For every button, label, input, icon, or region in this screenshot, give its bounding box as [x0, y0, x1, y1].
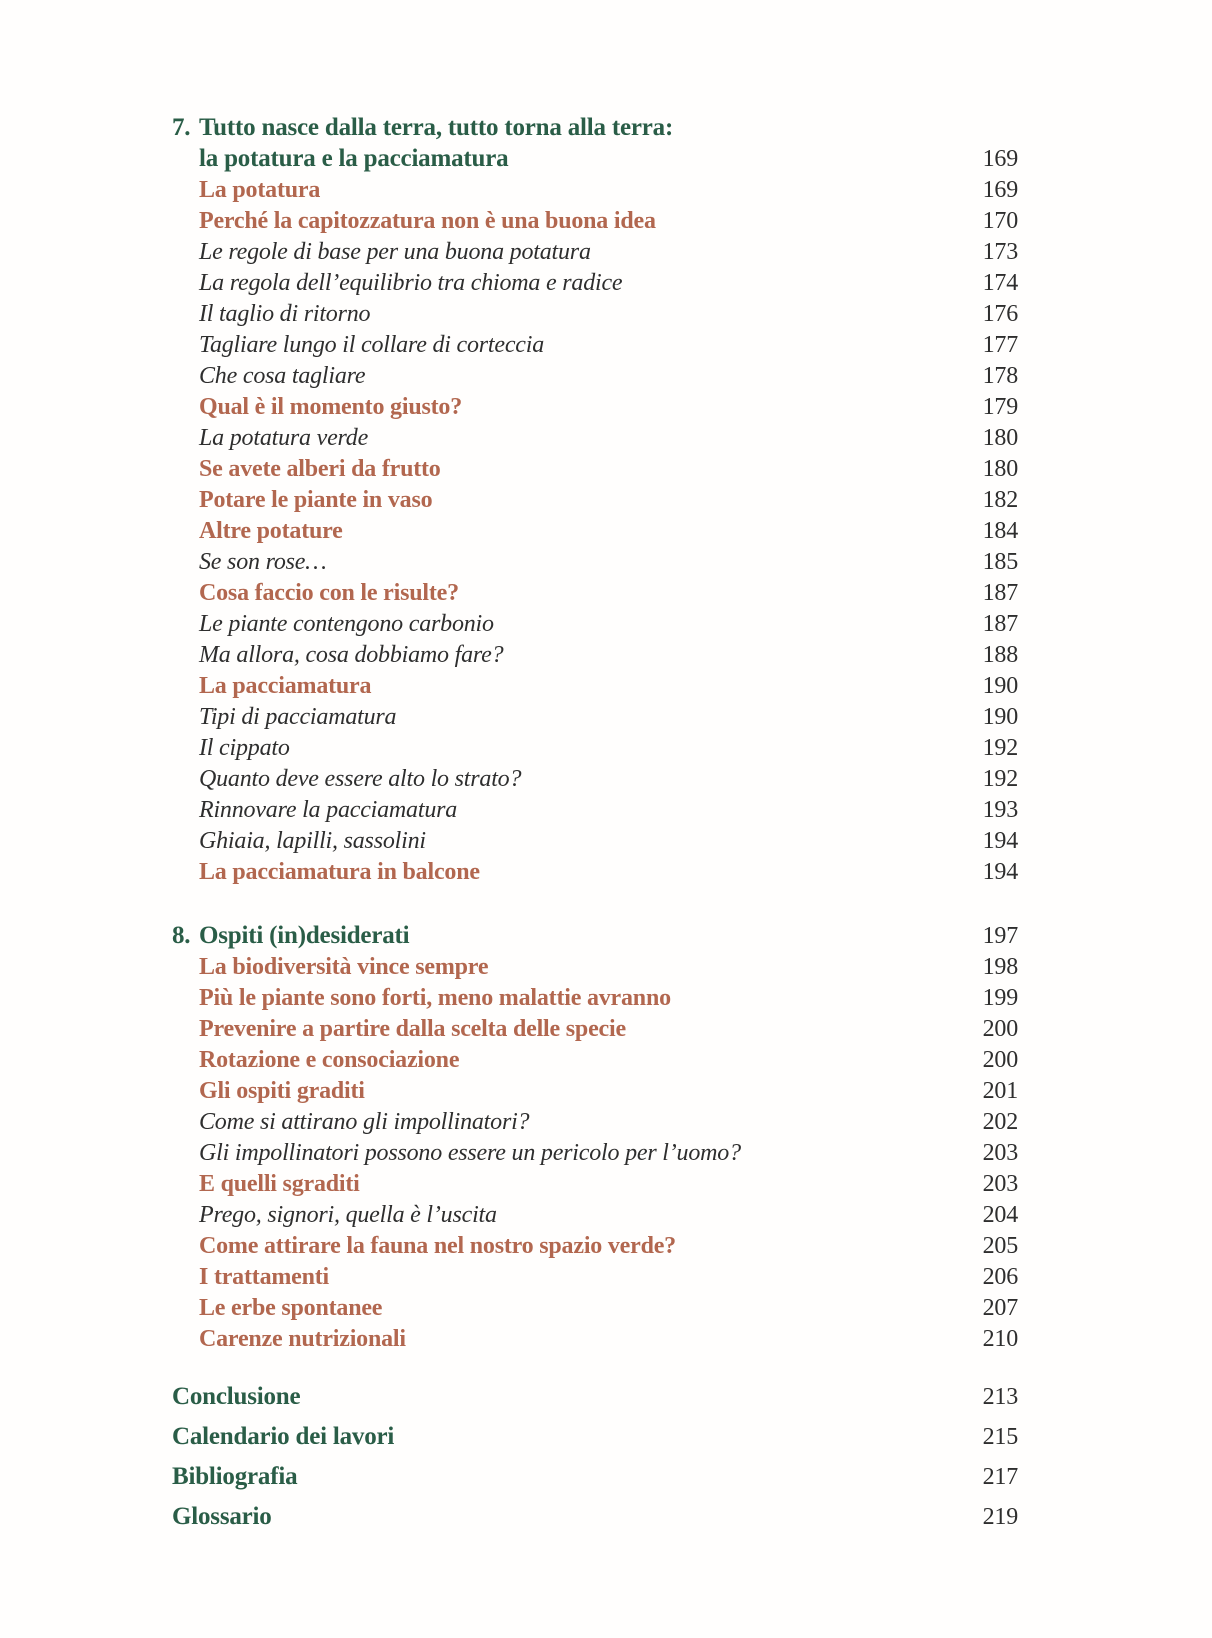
page-number: 217 — [982, 1464, 1018, 1490]
toc-entry — [172, 1076, 1018, 1107]
toc-entry-label-wrap — [172, 795, 971, 826]
toc-entry — [172, 1324, 1018, 1355]
toc-entry — [172, 547, 1018, 578]
toc-entry-label-wrap — [172, 206, 971, 237]
toc-entry — [172, 268, 1018, 299]
page-number: 173 — [982, 239, 1018, 265]
toc-entry-label: I trattamenti — [199, 1264, 330, 1290]
page-number: 219 — [982, 1504, 1018, 1530]
toc-entry-label: La regola dell’equilibrio tra chioma e radice — [199, 270, 623, 296]
page-number: 201 — [982, 1078, 1018, 1104]
toc-entry — [172, 702, 1018, 733]
toc-entry-label-wrap — [172, 547, 971, 578]
toc-entry-label: Il taglio di ritorno — [199, 301, 371, 327]
page-number: 198 — [982, 954, 1018, 980]
toc-chapter-title-line — [172, 143, 1018, 175]
toc-entry-label-wrap — [172, 733, 971, 764]
page-number: 179 — [982, 394, 1018, 420]
toc-entry-label-wrap — [172, 578, 971, 609]
toc-entry — [172, 1107, 1018, 1138]
toc-entry — [172, 1377, 1018, 1417]
toc-entry-label: Perché la capitozzatura non è una buona idea — [199, 208, 656, 234]
toc-entry — [172, 1293, 1018, 1324]
toc-entry-label: Quanto deve essere alto lo strato? — [199, 766, 522, 792]
toc-entry-label: Come si attirano gli impollinatori? — [199, 1109, 530, 1135]
toc-entry — [172, 609, 1018, 640]
page-number: 187 — [982, 580, 1018, 606]
toc-entry-label: Gli ospiti graditi — [199, 1078, 365, 1104]
toc-entry-label-wrap — [172, 983, 971, 1014]
page-number: 176 — [982, 301, 1018, 327]
page-number: 180 — [982, 456, 1018, 482]
toc-entry-label-wrap — [172, 454, 971, 485]
toc-entry-label: Prevenire a partire dalla scelta delle specie — [199, 1016, 626, 1042]
page-number: 213 — [982, 1384, 1018, 1410]
page-number: 170 — [982, 208, 1018, 234]
toc-entry-label-wrap — [172, 1457, 971, 1497]
toc-entry-label: Gli impollinatori possono essere un pericolo per l’uomo? — [199, 1140, 741, 1166]
toc-entry — [172, 299, 1018, 330]
page-number: 178 — [982, 363, 1018, 389]
toc-entry-label-wrap — [172, 330, 971, 361]
toc-entry-label: Più le piante sono forti, meno malattie avranno — [199, 985, 671, 1011]
toc-entry-label: Ghiaia, lapilli, sassolini — [199, 828, 426, 854]
page-number: 200 — [982, 1016, 1018, 1042]
toc-entry-label-wrap — [172, 237, 971, 268]
toc-entry — [172, 795, 1018, 826]
toc-entry-label: Rinnovare la pacciamatura — [199, 797, 458, 823]
page-number: 180 — [982, 425, 1018, 451]
toc-entry-label: Tagliare lungo il collare di corteccia — [199, 332, 545, 358]
toc-entry — [172, 237, 1018, 268]
toc-entry-label-wrap — [172, 175, 971, 206]
toc-entry — [172, 1200, 1018, 1231]
toc-entry-label-wrap — [172, 952, 971, 983]
chapter-title-text: la potatura e la pacciamatura — [199, 145, 509, 172]
page-number: 192 — [982, 735, 1018, 761]
toc-entry-label-wrap — [172, 392, 971, 423]
page-number: 190 — [982, 673, 1018, 699]
chapter-title-label — [172, 920, 971, 951]
page-number: 169 — [982, 177, 1018, 203]
toc-entry-label: Le regole di base per una buona potatura — [199, 239, 591, 265]
page-number: 207 — [982, 1295, 1018, 1321]
toc-entry — [172, 764, 1018, 795]
toc-entry-label-wrap — [172, 826, 971, 857]
toc-entry-label: La pacciamatura in balcone — [199, 859, 480, 885]
toc-entry-label: E quelli sgraditi — [199, 1171, 360, 1197]
toc-entry — [172, 983, 1018, 1014]
toc — [172, 112, 1018, 1537]
toc-entry-label-wrap — [172, 1138, 971, 1169]
toc-entry — [172, 1014, 1018, 1045]
toc-entry-label-wrap — [172, 1497, 971, 1537]
page-number: 206 — [982, 1264, 1018, 1290]
toc-entry-label-wrap — [172, 485, 971, 516]
toc-entry-label-wrap — [172, 640, 971, 671]
toc-entry-label-wrap — [172, 1324, 971, 1355]
toc-entry-label-wrap — [172, 361, 971, 392]
toc-chapter-title-line — [172, 112, 1018, 143]
toc-entry-label: Il cippato — [199, 735, 290, 761]
toc-entry — [172, 1457, 1018, 1497]
toc-entry — [172, 1497, 1018, 1537]
page-number: 203 — [982, 1171, 1018, 1197]
toc-entry-label-wrap — [172, 516, 971, 547]
toc-entry — [172, 1045, 1018, 1076]
toc-entry-label-wrap — [172, 857, 971, 888]
toc-entry-label: Che cosa tagliare — [199, 363, 366, 389]
toc-entry-label-wrap — [172, 423, 971, 454]
page-number: 174 — [982, 270, 1018, 296]
page-number: 192 — [982, 766, 1018, 792]
toc-entry — [172, 671, 1018, 702]
toc-entry-label: Potare le piante in vaso — [199, 487, 433, 513]
chapter-number: 7. — [172, 114, 191, 141]
chapter-title-label — [172, 112, 1018, 143]
toc-entry — [172, 1417, 1018, 1457]
toc-chapter-title-line — [172, 920, 1018, 952]
toc-section-chapter-8 — [172, 920, 1018, 1355]
toc-entry-label-wrap — [172, 1107, 971, 1138]
toc-entry-label: Le piante contengono carbonio — [199, 611, 494, 637]
toc-entry-label-wrap — [172, 702, 971, 733]
toc-entry-label: Ma allora, cosa dobbiamo fare? — [199, 642, 504, 668]
toc-entry-label: Conclusione — [172, 1383, 301, 1410]
toc-entry-label: Le erbe spontanee — [199, 1295, 383, 1321]
page-number: 177 — [982, 332, 1018, 358]
toc-entry-label: La biodiversità vince sempre — [199, 954, 489, 980]
toc-entry — [172, 826, 1018, 857]
toc-entry-label-wrap — [172, 299, 971, 330]
toc-entry-label-wrap — [172, 268, 971, 299]
page-number: 197 — [982, 923, 1018, 949]
page-number: 169 — [982, 146, 1018, 172]
page-number: 194 — [982, 859, 1018, 885]
toc-entry — [172, 485, 1018, 516]
toc-entry-label-wrap — [172, 609, 971, 640]
page-number: 210 — [982, 1326, 1018, 1352]
toc-entry-label-wrap — [172, 1076, 971, 1107]
toc-entry-label: Carenze nutrizionali — [199, 1326, 406, 1352]
page-number: 190 — [982, 704, 1018, 730]
page-number: 184 — [982, 518, 1018, 544]
toc-section-backmatter — [172, 1377, 1018, 1537]
toc-entry-label-wrap — [172, 1417, 971, 1457]
toc-entry-label: Prego, signori, quella è l’uscita — [199, 1202, 497, 1228]
toc-entry-label-wrap — [172, 1293, 971, 1324]
toc-entry — [172, 175, 1018, 206]
toc-entry — [172, 1262, 1018, 1293]
toc-entry — [172, 516, 1018, 547]
page-number: 185 — [982, 549, 1018, 575]
toc-entry-label-wrap — [172, 1200, 971, 1231]
toc-entry — [172, 640, 1018, 671]
toc-entry-label: Calendario dei lavori — [172, 1423, 395, 1450]
toc-entry — [172, 1231, 1018, 1262]
page-number: 199 — [982, 985, 1018, 1011]
page-number: 194 — [982, 828, 1018, 854]
toc-entry-label: Altre potature — [199, 518, 343, 544]
toc-entry-label: Bibliografia — [172, 1463, 298, 1490]
chapter-title-text: Tutto nasce dalla terra, tutto torna alla terra: — [199, 114, 674, 141]
chapter-title-label — [172, 143, 971, 174]
page-number: 187 — [982, 611, 1018, 637]
toc-entry — [172, 578, 1018, 609]
toc-entry-label: Rotazione e consociazione — [199, 1047, 460, 1073]
toc-entry — [172, 361, 1018, 392]
toc-entry-label-wrap — [172, 764, 971, 795]
page-number: 204 — [982, 1202, 1018, 1228]
page-number: 202 — [982, 1109, 1018, 1135]
page-number: 215 — [982, 1424, 1018, 1450]
toc-entry-label-wrap — [172, 1169, 971, 1200]
page-number: 200 — [982, 1047, 1018, 1073]
toc-entry-label: Se avete alberi da frutto — [199, 456, 441, 482]
toc-entry-label: Qual è il momento giusto? — [199, 394, 462, 420]
toc-entry-label: Se son rose… — [199, 549, 327, 575]
toc-entry-label-wrap — [172, 1014, 971, 1045]
page-number: 182 — [982, 487, 1018, 513]
toc-entry-label: Come attirare la fauna nel nostro spazio verde? — [199, 1233, 676, 1259]
toc-entry-label: Tipi di pacciamatura — [199, 704, 397, 730]
chapter-title-text: Ospiti (in)desiderati — [199, 922, 410, 949]
toc-entry — [172, 423, 1018, 454]
toc-entry-label-wrap — [172, 1231, 971, 1262]
toc-entry — [172, 454, 1018, 485]
toc-entry-label-wrap — [172, 1262, 971, 1293]
toc-entry-label: La potatura — [199, 177, 321, 203]
page-number: 188 — [982, 642, 1018, 668]
toc-entry-label-wrap — [172, 1377, 971, 1417]
page-number: 205 — [982, 1233, 1018, 1259]
toc-entry — [172, 392, 1018, 423]
toc-entry-label-wrap — [172, 671, 971, 702]
toc-entry — [172, 1169, 1018, 1200]
toc-entry-label: Glossario — [172, 1503, 272, 1530]
toc-entry — [172, 1138, 1018, 1169]
chapter-number: 8. — [172, 922, 191, 949]
toc-entry-label: Cosa faccio con le risulte? — [199, 580, 459, 606]
toc-entry-label: La potatura verde — [199, 425, 369, 451]
page-number: 193 — [982, 797, 1018, 823]
toc-entry — [172, 206, 1018, 237]
toc-section-chapter-7 — [172, 112, 1018, 888]
page-number: 203 — [982, 1140, 1018, 1166]
toc-entry-label: La pacciamatura — [199, 673, 372, 699]
toc-entry — [172, 330, 1018, 361]
toc-entry-label-wrap — [172, 1045, 971, 1076]
toc-entry — [172, 952, 1018, 983]
toc-entry — [172, 733, 1018, 764]
toc-entry — [172, 857, 1018, 888]
